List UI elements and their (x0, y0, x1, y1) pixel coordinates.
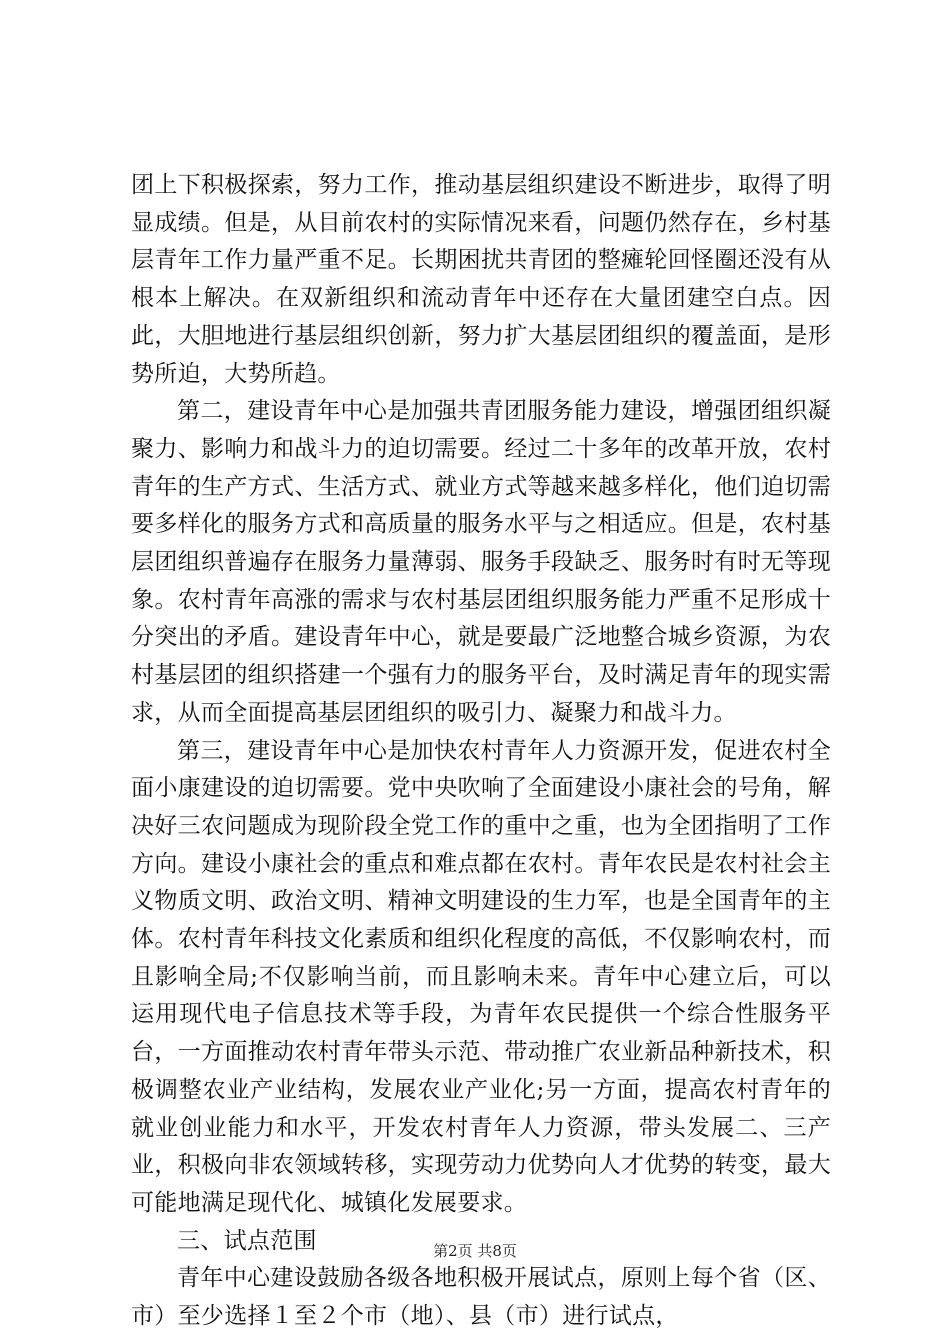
paragraph-1: 团上下积极探索，努力工作，推动基层组织建设不断进步，取得了明显成绩。但是，从目前农村的实际情况来看，问题仍然存在，乡村基层青年工作力量严重不足。长期困扰共青团的整瘫轮回怪圈还没有从根本上解决。在双新组织和流动青年中还存在大量团建空白点。因此，大胆地进行基层组织创新，努力扩大基层团组织的覆盖面，是形势所迫，大势所趋。 (131, 172, 831, 387)
page-footer: 第2页 共8页 (433, 1242, 517, 1260)
section-heading-3: 三、试点范围 (177, 1227, 317, 1254)
paragraph-3: 第三，建设青年中心是加快农村青年人力资源开发，促进农村全面小康建设的迫切需要。党中央吹响了全面建设小康社会的号角，解决好三农问题成为现阶段全党工作的重中之重，也为全团指明了工作方向。建设小康社会的重点和难点都在农村。青年农民是农村社会主义物质文明、政治文明、精神文明建设的生力军，也是全国青年的主体。农村青年科技文化素质和组织化程度的高低，不仅影响农村，而且影响全局;不仅影响当前，而且影响未来。青年中心建立后，可以运用现代电子信息技术等手段，为青年农民提供一个综合性服务平台，一方面推动农村青年带头示范、带动推广农业新品种新技术，积极调整农业产业结构，发展农业产业化;另一方面，提高农村青年的就业创业能力和水平，开发农村青年人力资源，带头发展二、三产业，积极向非农领域转移，实现劳动力优势向人才优势的转变，最大可能地满足现代化、城镇化发展要求。 (131, 737, 831, 1216)
paragraph-2: 第二，建设青年中心是加强共青团服务能力建设，增强团组织凝聚力、影响力和战斗力的迫切需要。经过二十多年的改革开放，农村青年的生产方式、生活方式、就业方式等越来越多样化，他们迫切需要多样化的服务方式和高质量的服务水平与之相适应。但是，农村基层团组织普遍存在服务力量薄弱、服务手段缺乏、服务时有时无等现象。农村青年高涨的需求与农村基层团组织服务能力严重不足形成十分突出的矛盾。建设青年中心，就是要最广泛地整合城乡资源，为农村基层团的组织搭建一个强有力的服务平台，及时满足青年的现实需求，从而全面提高基层团组织的吸引力、凝聚力和战斗力。 (131, 398, 831, 726)
document-body (131, 167, 831, 1336)
paragraph-4: 青年中心建设鼓励各级各地积极开展试点，原则上每个省（区、市）至少选择１至２个市（地）、县（市）进行试点， (131, 1265, 831, 1330)
